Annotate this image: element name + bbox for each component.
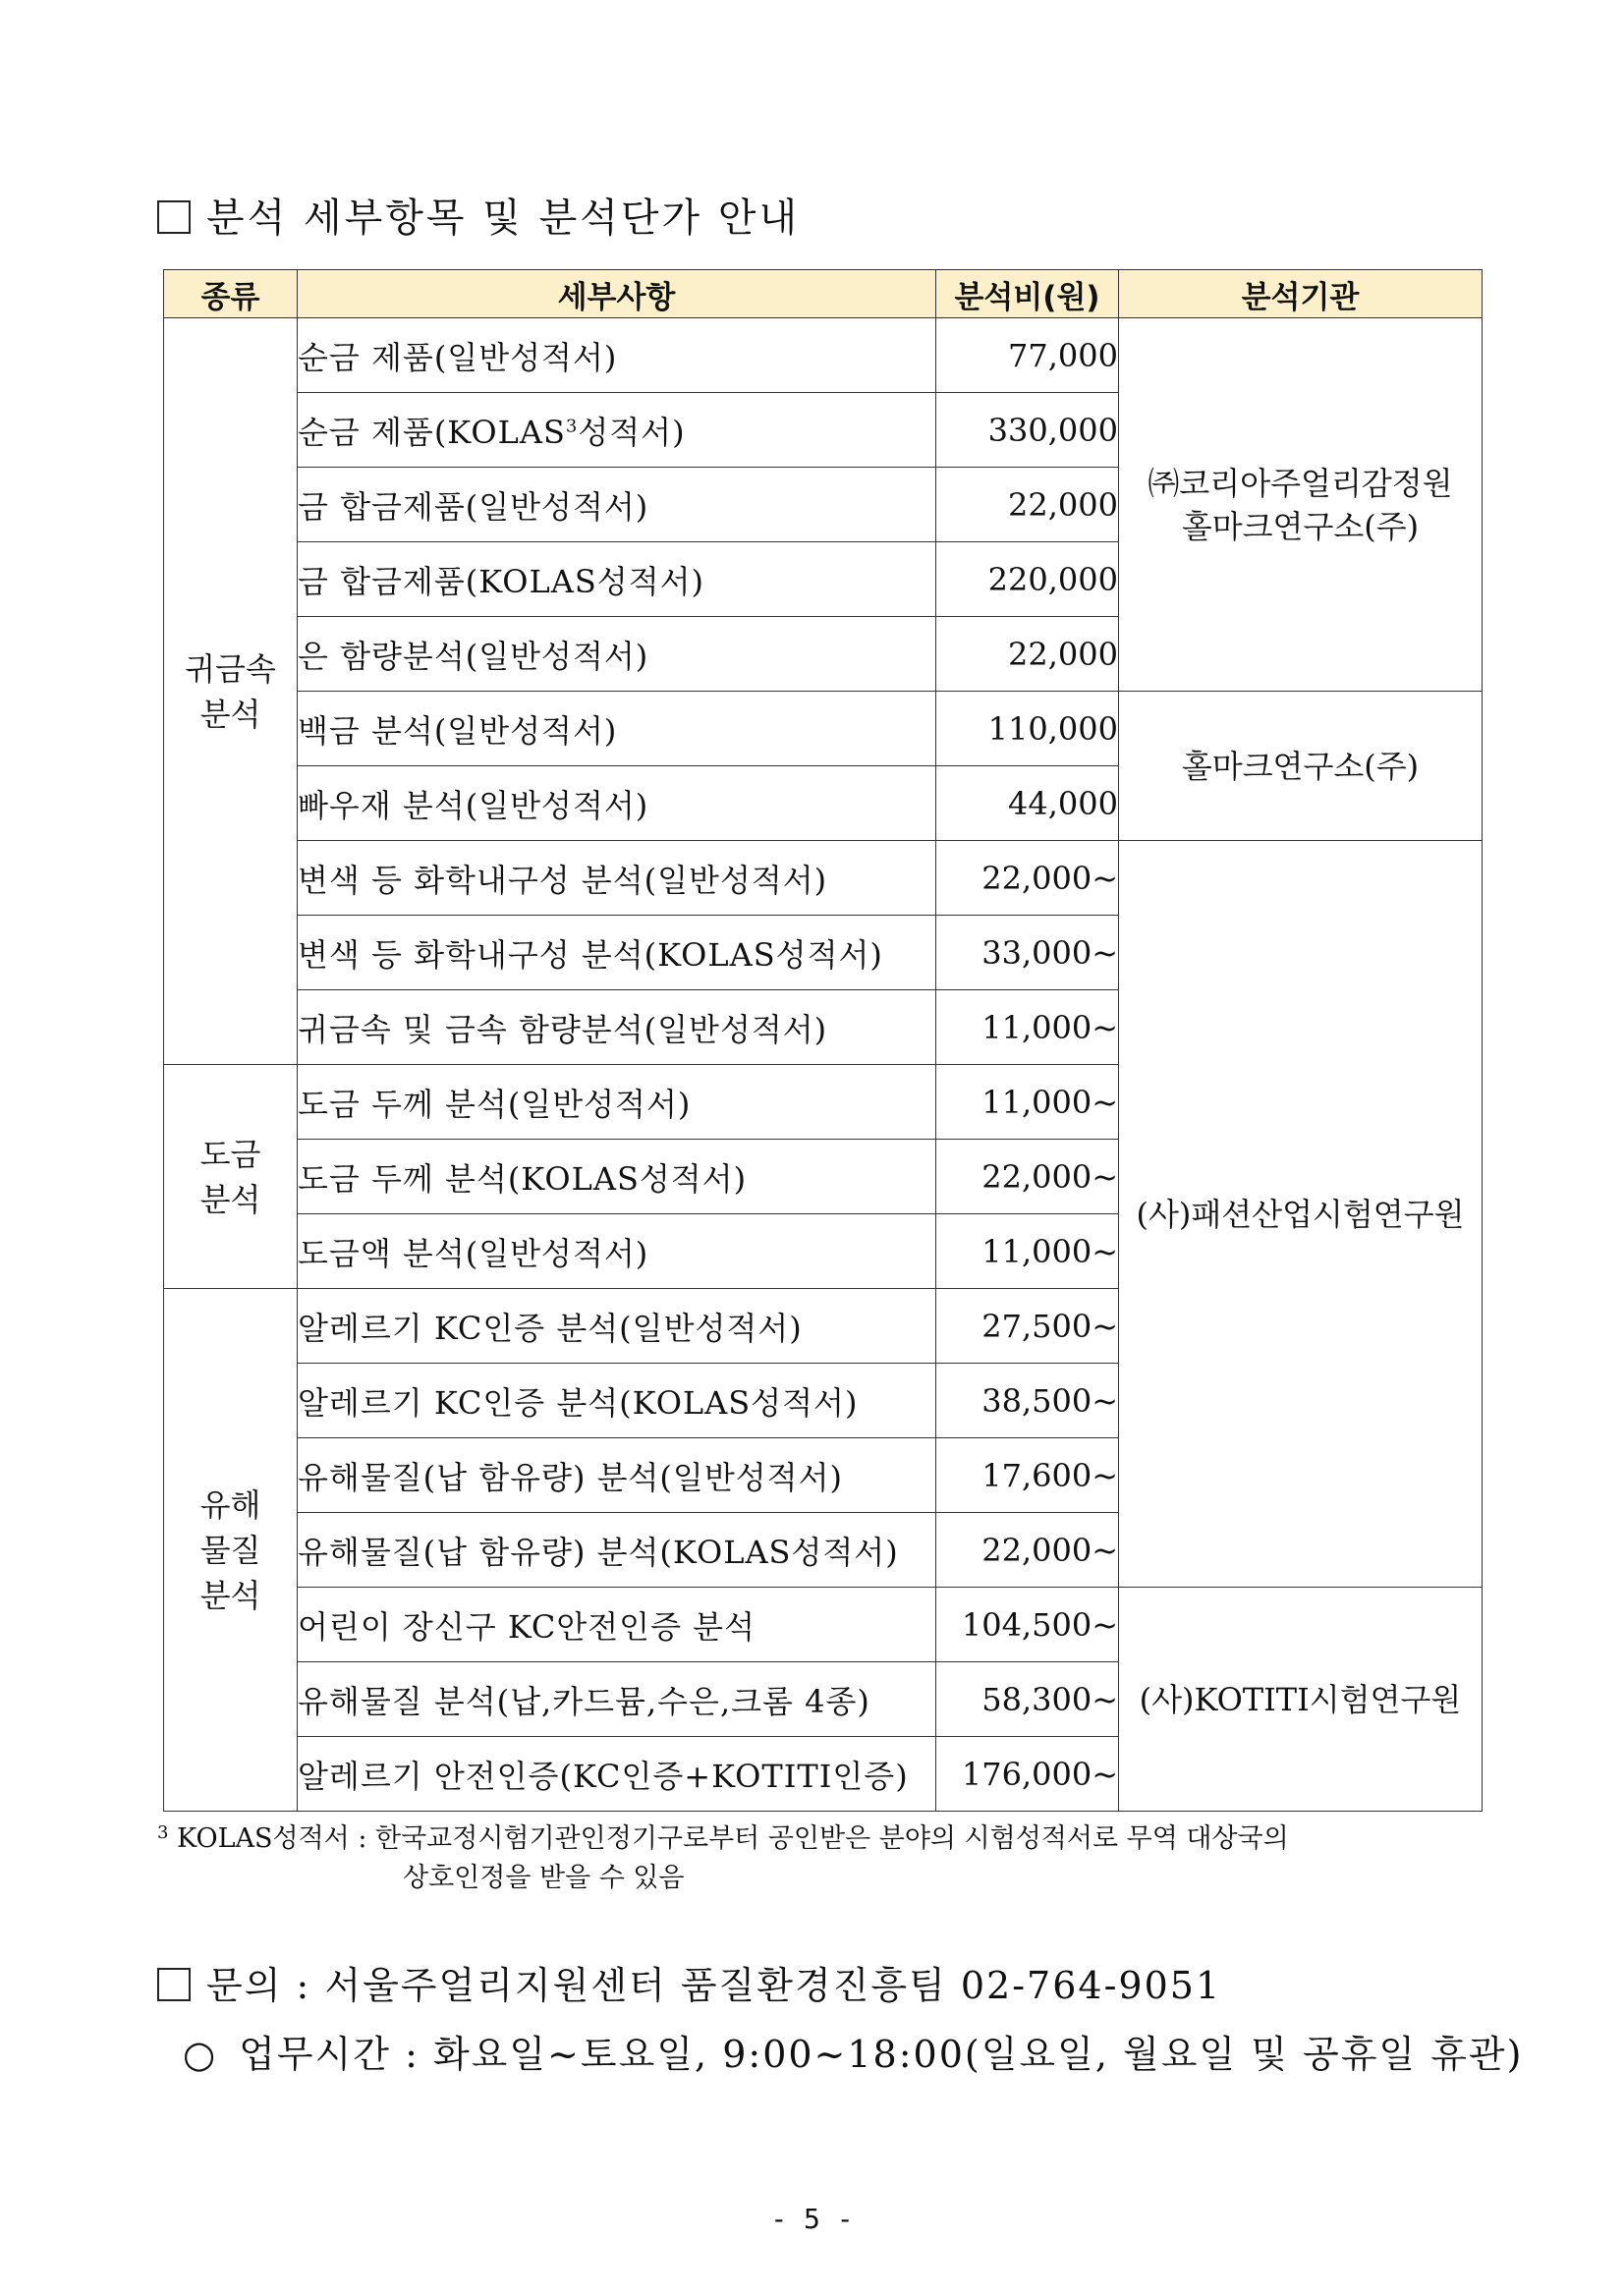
row-detail: 유해물질 분석(납,카드뮴,수은,크롬 4종) [298,1662,936,1737]
row-price: 22,000~ [936,1140,1119,1214]
section-heading [157,187,800,243]
org-kotiti: (사)KOTITI시험연구원 [1119,1588,1483,1812]
row-detail: 귀금속 및 금속 함량분석(일반성적서) [298,990,936,1065]
page-number: - 5 - [770,2203,854,2235]
business-hours-text: 업무시간 : 화요일~토요일, 9:00~18:00(일요일, 월요일 및 공휴일 휴관) [239,2033,1524,2076]
col-header-type: 종류 [164,270,298,318]
contact-text: 문의 : 서울주얼리지원센터 품질환경진흥팀 02-764-9051 [206,1964,1222,2007]
business-hours [183,2024,1523,2078]
row-price: 27,500~ [936,1289,1119,1364]
row-price: 22,000 [936,617,1119,692]
row-detail: 알레르기 KC인증 분석(KOLAS성적서) [298,1364,936,1438]
row-price: 110,000 [936,692,1119,766]
contact-info [157,1955,1221,2009]
table-row [164,1588,1483,1662]
section-heading-text: 분석 세부항목 및 분석단가 안내 [206,196,801,241]
row-detail: 빠우재 분석(일반성적서) [298,766,936,841]
row-price: 11,000~ [936,1065,1119,1140]
checkbox-square-icon [157,1968,191,2001]
row-price: 330,000 [936,393,1119,468]
row-detail: 도금 두께 분석(일반성적서) [298,1065,936,1140]
row-price: 176,000~ [936,1737,1119,1812]
row-price: 22,000~ [936,841,1119,916]
category-hazardous: 유해 물질 분석 [164,1289,298,1812]
row-price: 38,500~ [936,1364,1119,1438]
row-detail: 알레르기 안전인증(KC인증+KOTITI인증) [298,1737,936,1812]
row-detail: 유해물질(납 함유량) 분석(일반성적서) [298,1438,936,1513]
price-table [163,269,1483,1812]
row-detail: 알레르기 KC인증 분석(일반성적서) [298,1289,936,1364]
circle-bullet-icon: ○ [183,2033,218,2076]
row-price: 11,000~ [936,990,1119,1065]
org-hallmark: 홀마크연구소(주) [1119,692,1483,841]
row-detail: 도금액 분석(일반성적서) [298,1214,936,1289]
row-detail: 백금 분석(일반성적서) [298,692,936,766]
row-detail: 은 함량분석(일반성적서) [298,617,936,692]
org-fashion-institute: (사)패션산업시험연구원 [1119,841,1483,1588]
table-row [164,841,1483,916]
col-header-detail: 세부사항 [298,270,936,318]
row-detail: 금 합금제품(일반성적서) [298,468,936,542]
row-price: 58,300~ [936,1662,1119,1737]
table-row [164,318,1483,393]
row-detail: 금 합금제품(KOLAS성적서) [298,542,936,617]
row-price: 220,000 [936,542,1119,617]
footnote-number: 3 [157,1822,169,1843]
row-detail: 도금 두께 분석(KOLAS성적서) [298,1140,936,1214]
col-header-org: 분석기관 [1119,270,1483,318]
org-korea-jewelry: ㈜코리아주얼리감정원 홀마크연구소(주) [1119,318,1483,692]
checkbox-square-icon [157,200,191,234]
row-price: 44,000 [936,766,1119,841]
footnote-line-1: KOLAS성적서 : 한국교정시험기관인정기구로부터 공인받은 분야의 시험성적서로 무역 대상국의 [177,1823,1289,1854]
footnote-line-2: 상호인정을 받을 수 있음 [403,1863,685,1893]
row-detail: 유해물질(납 함유량) 분석(KOLAS성적서) [298,1513,936,1588]
row-price: 104,500~ [936,1588,1119,1662]
row-price: 11,000~ [936,1214,1119,1289]
footnote [157,1819,1493,1898]
row-detail: 변색 등 화학내구성 분석(일반성적서) [298,841,936,916]
footnote-marker: 3 [565,415,579,436]
row-detail: 순금 제품(KOLAS$^3$성적서) [298,393,936,468]
col-header-price: 분석비(원) [936,270,1119,318]
row-price: 33,000~ [936,916,1119,990]
category-plating: 도금 분석 [164,1065,298,1289]
table-header-row [164,270,1483,318]
row-price: 77,000 [936,318,1119,393]
row-detail: 변색 등 화학내구성 분석(KOLAS성적서) [298,916,936,990]
row-detail: 순금 제품(일반성적서) [298,318,936,393]
row-detail: 어린이 장신구 KC안전인증 분석 [298,1588,936,1662]
row-price: 17,600~ [936,1438,1119,1513]
category-precious-metal: 귀금속 분석 [164,318,298,1065]
row-price: 22,000 [936,468,1119,542]
table-row [164,692,1483,766]
row-price: 22,000~ [936,1513,1119,1588]
